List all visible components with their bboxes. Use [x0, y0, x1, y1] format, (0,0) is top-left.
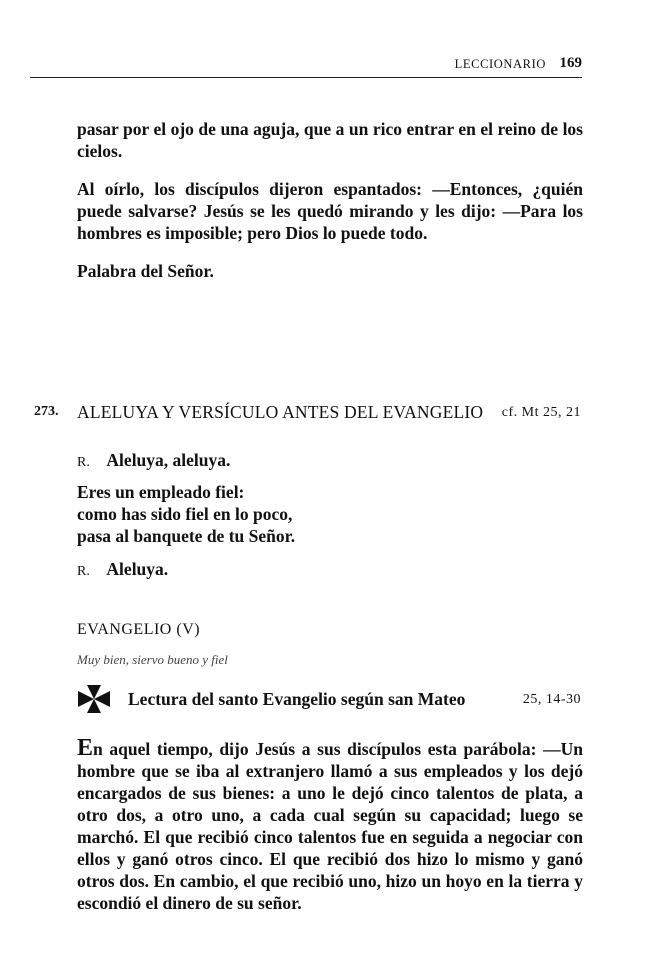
page-header	[30, 55, 582, 78]
drop-cap: E	[77, 735, 94, 761]
response-text: Aleluya, aleluya.	[106, 450, 231, 470]
verse-line: pasa al banquete de tu Señor.	[77, 526, 296, 546]
response-line-1	[77, 449, 583, 474]
reading-reference: 25, 14-30	[522, 692, 581, 707]
response-marker: R.	[77, 455, 90, 470]
section-number: 273.	[34, 404, 59, 419]
gospel-body: n aquel tiempo, dijo Jesús a sus discípulos esta parábola: —Un hombre que se iba al extranjero llamó a sus empleados y los dejó encargados de sus bienes: a uno le dejó cinco talentos de plata, a otro dos, a otro uno, a cada cual según su capacidad; luego se marchó. El que recibió cinco talentos fue en seguida a negociar con ellos y ganó otros cinco. El que recibió dos hizo lo mismo y ganó otros dos. En cambio, el que recibió uno, hizo un hoyo en la tierra y escondió el dinero de su señor.	[77, 739, 583, 913]
reading-title: Lectura del santo Evangelio según san Mateo	[128, 689, 466, 709]
verse	[77, 481, 583, 547]
verse-line: como has sido fiel en lo poco,	[77, 504, 293, 524]
cross-pattee-icon	[77, 684, 111, 714]
section-title: ALELUYA Y VERSÍCULO ANTES DEL EVANGELIO	[77, 402, 484, 422]
intro-paragraph-2: Al oírlo, los discípulos dijeron espantados: —Entonces, ¿quién puede salvarse? Jesús se les quedó mirando y les dijo: —Para los hombres es imposible; pero Dios lo puede todo.	[77, 179, 583, 243]
gospel-text	[77, 737, 583, 914]
response-line-2	[77, 558, 583, 583]
running-head: LECCIONARIO	[454, 57, 546, 71]
intro-paragraph-1: pasar por el ojo de una aguja, que a un rico entrar en el reino de los cielos.	[77, 119, 583, 161]
gospel-subtitle: Muy bien, siervo bueno y fiel	[77, 652, 228, 667]
response-marker: R.	[77, 564, 90, 579]
closing-acclamation: Palabra del Señor.	[77, 261, 214, 281]
response-text: Aleluya.	[106, 559, 169, 579]
verse-line: Eres un empleado fiel:	[77, 482, 245, 502]
section-reference: cf. Mt 25, 21	[501, 405, 581, 420]
gospel-title: EVANGELIO (V)	[77, 621, 201, 638]
page-number: 169	[559, 55, 582, 71]
